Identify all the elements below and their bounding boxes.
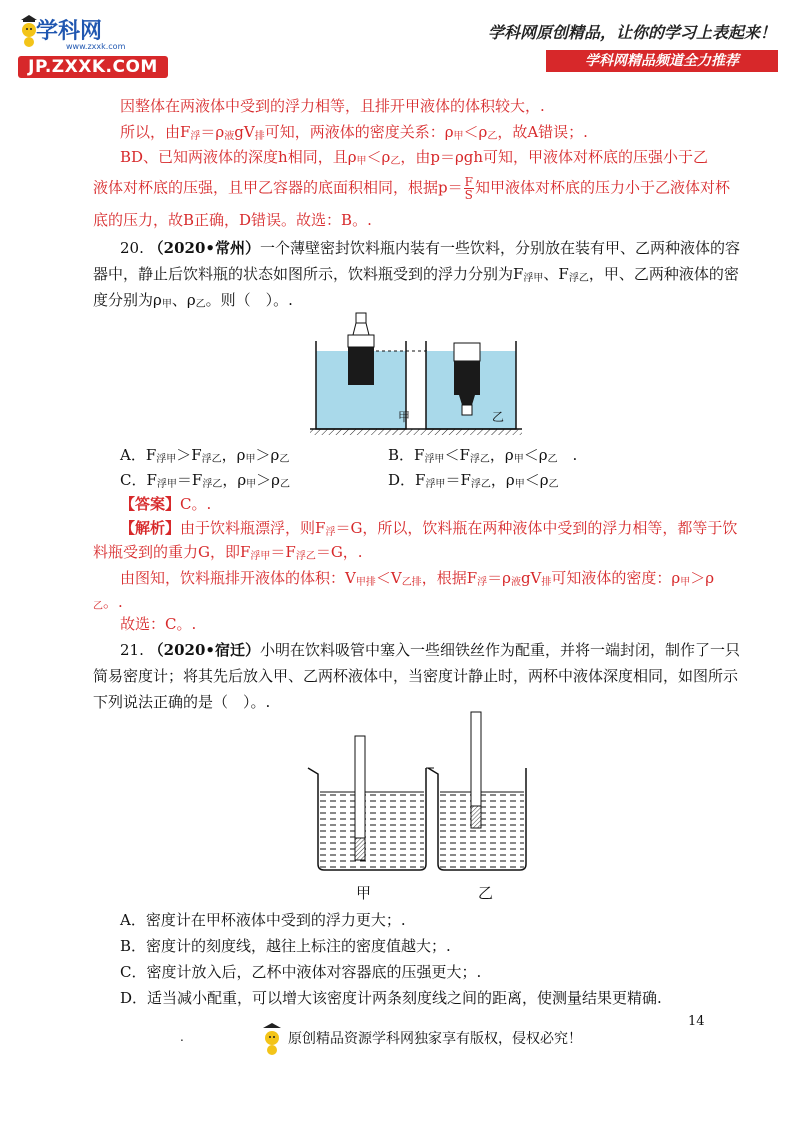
q21-option-b: B．密度计的刻度线，越往上标注的密度值越大；. <box>120 937 451 955</box>
header-slogan: 学科网原创精品，让你的学习上表起来！ <box>487 23 776 42</box>
mascot-icon <box>260 1022 284 1056</box>
q21-line-3: 下列说法正确的是（ ）。. <box>93 693 271 711</box>
logo-url: www.zxxk.com <box>66 42 126 51</box>
q20-option-b: B．$F_{浮甲}<F_{浮乙}$，$\rho_甲<\rho_乙$ . <box>388 446 578 465</box>
q20-answer: 【答案】C。. <box>120 495 212 513</box>
bottle-b <box>454 361 480 395</box>
q20-line-2: 器中，静止后饮料瓶的状态如图所示，饮料瓶受到的浮力分别为$F_{浮甲}$、$F_{浮乙}$，甲、乙两种液体的密 <box>93 265 739 284</box>
q21-figure <box>300 708 540 908</box>
q20-fig-label-b: 乙 <box>492 410 505 424</box>
site-logo[interactable] <box>18 14 160 77</box>
q21-line-1: 21. （2020•宿迁）小明在饮料吸管中塞入一些细铁丝作为配重，并将一端封闭，制作了一只 <box>120 641 740 659</box>
q20-option-c: C．$F_{浮甲}=F_{浮乙}$，$\rho_甲>\rho_乙$ <box>120 471 290 490</box>
logo-domain: JP.ZXXK.COM <box>18 56 168 78</box>
footer-dot: . <box>180 1030 184 1044</box>
q21-option-c: C．密度计放入后，乙杯中液体对容器底的压强更大；. <box>120 963 482 981</box>
q20-analysis-line-2: 料瓶受到的重力G，即$F_{浮甲}=F_{浮乙}=G$，. <box>93 543 363 562</box>
footer <box>0 1022 800 1062</box>
prev-line-2: 所以，由$F_浮=\rho_液gV_排$可知，两液体的密度关系：$\rho_甲<\rho_乙$，故A错误；. <box>120 123 588 142</box>
prev-line-3: BD、已知两液体的深度h相同，且$\rho_甲<\rho_乙$，由p＝ρgh可知，甲液体对杯底的压强小于乙 <box>120 148 709 167</box>
beaker-a <box>308 736 434 870</box>
q21-fig-label-b: 乙 <box>478 884 494 902</box>
q20-option-a: A．$F_{浮甲}>F_{浮乙}$，$\rho_甲>\rho_乙$ <box>120 446 290 465</box>
page-number: 14 <box>688 1014 705 1029</box>
q20-analysis-line-3: 由图知，饮料瓶排开液体的体积：$V_{甲排}<V_{乙排}$，根据$F_浮=\rho_液gV_排$可知液体的密度：$\rho_甲>\rho$ <box>120 569 715 588</box>
q21-option-d: D．适当减小配重，可以增大该密度计两条刻度线之间的距离，使测量结果更精确. <box>120 989 662 1007</box>
prev-line-1: 因整体在两液体中受到的浮力相等，且排开甲液体的体积较大，. <box>120 97 545 115</box>
q20-line-3: 度分别为$\rho_甲$、$\rho_乙$。则（ ）。. <box>93 291 293 310</box>
q21-option-a: A．密度计在甲杯液体中受到的浮力更大；. <box>120 911 406 929</box>
q21-fig-label-a: 甲 <box>356 884 372 902</box>
q20-fig-label-a: 甲 <box>398 410 411 424</box>
q20-analysis-line-5: 故选：C。. <box>120 615 197 633</box>
q20-line-1: 20. （2020•常州）一个薄壁密封饮料瓶内装有一些饮料，分别放在装有甲、乙两种液体的容 <box>120 239 740 257</box>
logo-text: 学科网 <box>36 19 103 44</box>
fraction-f-over-s: $\frac{F}{S}$ <box>464 175 473 202</box>
q20-figure <box>310 305 522 437</box>
bottle-a <box>348 345 374 385</box>
q20-analysis-line-1: 【解析】由于饮料瓶漂浮，则$F_浮=G$，所以，饮料瓶在两种液体中受到的浮力相等，都等于饮 <box>120 519 738 538</box>
q20-option-d: D．$F_{浮甲}=F_{浮乙}$，$\rho_甲<\rho_乙$ <box>388 471 559 490</box>
q20-analysis-line-4: $_乙$。. <box>93 593 123 612</box>
prev-line-5: 底的压力，故B正确，D错误。故选：B。. <box>93 211 372 229</box>
q21-line-2: 简易密度计；将其先后放入甲、乙两杯液体中，当密度计静止时，两杯中液体深度相同，如图所示 <box>93 667 739 685</box>
prev-line-4: 液体对杯底的压强，且甲乙容器的底面积相同，根据p＝ $\frac{F}{S}$ 知甲液体对杯底的压力小于乙液体对杯 <box>93 175 730 202</box>
beaker-b <box>428 712 526 870</box>
footer-copyright: 原创精品资源学科网独家享有版权，侵权必究！ <box>288 1031 582 1047</box>
header-recommend-banner: 学科网精品频道全力推荐 <box>546 50 778 72</box>
